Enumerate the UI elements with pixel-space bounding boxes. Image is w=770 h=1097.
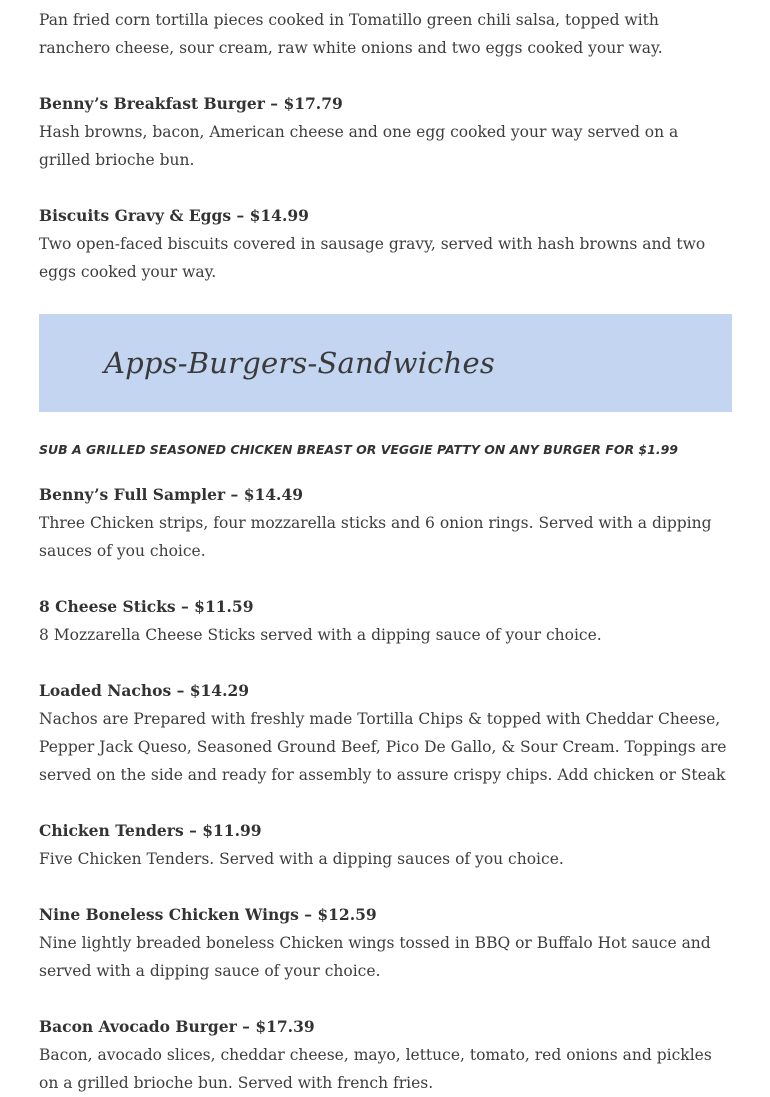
menu-item-cheese-sticks [39,593,733,649]
menu-item-boneless-wings [39,901,733,985]
item-title: Benny’s Breakfast Burger – $17.79 [39,94,343,113]
menu-item-biscuits-gravy [39,202,733,286]
item-description: Five Chicken Tenders. Served with a dipping sauces of you choice. [39,850,564,868]
item-description: Bacon, avocado slices, cheddar cheese, mayo, lettuce, tomato, red onions and pickles on a grilled brioche bun. Served with french fries. [39,1046,712,1092]
item-title: Chicken Tenders – $11.99 [39,821,262,840]
item-title: Nine Boneless Chicken Wings – $12.59 [39,905,377,924]
item-description-fragment: Pan fried corn tortilla pieces cooked in Tomatillo green chili salsa, topped with ranchero cheese, sour cream, raw white onions and two eggs cooked your way. [39,11,663,57]
menu-item-full-sampler [39,481,733,565]
item-title: Benny’s Full Sampler – $14.49 [39,485,304,504]
breakfast-menu-list [39,6,733,286]
menu-item-bacon-avocado-burger [39,1013,733,1097]
item-description: Three Chicken strips, four mozzarella sticks and 6 onion rings. Served with a dipping sauces of you choice. [39,514,712,560]
item-title: 8 Cheese Sticks – $11.59 [39,597,254,616]
item-title: Bacon Avocado Burger – $17.39 [39,1017,315,1036]
item-description: 8 Mozzarella Cheese Sticks served with a dipping sauce of your choice. [39,626,602,644]
substitution-note: SUB A GRILLED SEASONED CHICKEN BREAST OR VEGGIE PATTY ON ANY BURGER FOR $1.99 [39,442,678,457]
item-title: Loaded Nachos – $14.29 [39,681,250,700]
apps-menu-list [39,481,733,1097]
section-banner [39,314,732,412]
section-title: Apps-Burgers-Sandwiches [104,346,495,380]
item-description: Nine lightly breaded boneless Chicken wings tossed in BBQ or Buffalo Hot sauce and served with a dipping sauce of your choice. [39,934,711,980]
item-description: Hash browns, bacon, American cheese and one egg cooked your way served on a grilled brioche bun. [39,123,679,169]
item-title: Biscuits Gravy & Eggs – $14.99 [39,206,309,225]
item-description: Two open-faced biscuits covered in sausage gravy, served with hash browns and two eggs cooked your way. [39,235,706,281]
menu-item-breakfast-burger [39,90,733,174]
item-description: Nachos are Prepared with freshly made Tortilla Chips & topped with Cheddar Cheese, Pepper Jack Queso, Seasoned Ground Beef, Pico De Gallo, & Sour Cream. Toppings are served on the side and ready for assembly to assure crispy chips. Add chicken or Steak [39,710,727,784]
menu-item-chicken-tenders [39,817,733,873]
menu-item-loaded-nachos [39,677,733,789]
